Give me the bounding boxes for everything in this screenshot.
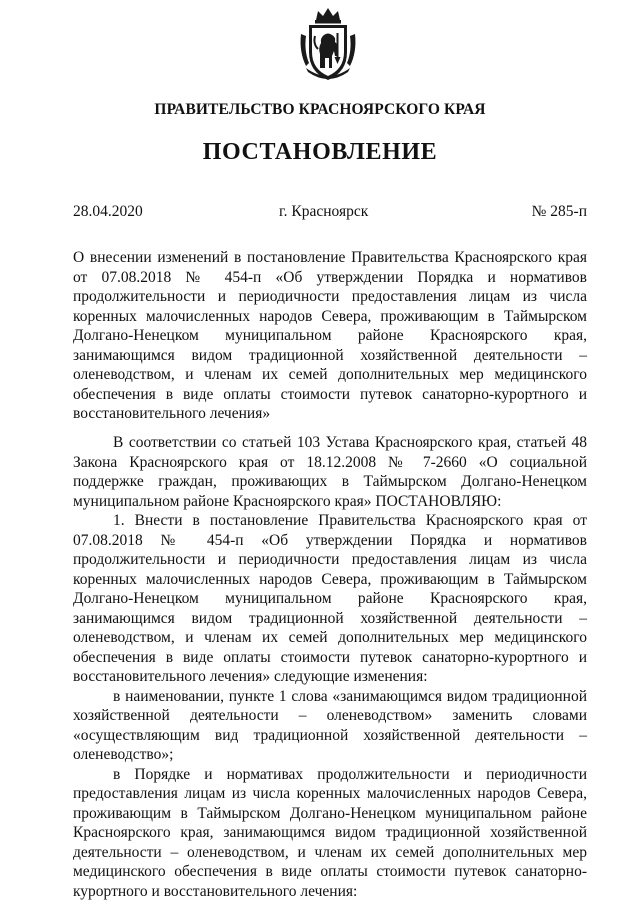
body-paragraph-item-1: 1. Внести в постановление Правительства Красноярского края от 07.08.2018 № 454-п «Об утверждении Порядка и нормативов продолжительности и периодичности предоставления лицам из числа коренных малочисленных народов Севера, проживающим в Таймырском Долгано-Ненецком муниципальном районе Красноярского края, занимающимся видом традиционной хозяйственной деятельности – оленеводством, и членам их семей дополнительных мер медицинского обеспечения в виде оплаты стоимости путевок санаторно-курортного и восстановительного лечения» следующие изменения: <box>73 512 587 685</box>
krasnoyarsk-coat-of-arms-icon <box>298 6 358 84</box>
document-body <box>73 433 587 901</box>
document-subject: О внесении изменений в постановление Правительства Красноярского края от 07.08.2018 № 454-п «Об утверждении Порядка и нормативов продолжительности и периодичности предоставления лицам из числа коренных малочисленных народов Севера, проживающим в Таймырском Долгано-Ненецком муниципальном районе Красноярского края, занимающимся видом традиционной хозяйственной деятельности – оленеводством, и членам их семей дополнительных мер медицинского обеспечения в виде оплаты стоимости путевок санаторно-курортного и восстановительного лечения» <box>73 249 587 422</box>
document-date: 28.04.2020 <box>73 203 143 220</box>
document-type-heading: ПОСТАНОВЛЕНИЕ <box>202 139 438 165</box>
body-paragraph-change-procedure: в Порядке и нормативах продолжительности и периодичности предоставления лицам из числа коренных малочисленных народов Севера, проживающим в Таймырском Долгано-Ненецком муниципальном районе Красноярского края, занимающимся видом традиционной хозяйственной деятельности – оленеводством, и членам их семей дополнительных мер медицинского обеспечения в виде оплаты стоимости путевок санаторно-курортного и восстановительного лечения: <box>73 765 587 900</box>
document-meta-row <box>73 203 587 223</box>
document-city: г. Красноярск <box>279 203 369 220</box>
body-paragraph-preamble: В соответствии со статьей 103 Устава Красноярского края, статьей 48 Закона Красноярского края от 18.12.2008 № 7-2660 «О социальной поддержке граждан, проживающих в Таймырском Долгано-Ненецком муниципальном районе Красноярского края» ПОСТАНОВЛЯЮ: <box>73 434 587 510</box>
government-title: ПРАВИТЕЛЬСТВО КРАСНОЯРСКОГО КРАЯ <box>154 101 486 118</box>
document-number: № 285-п <box>531 203 587 220</box>
body-paragraph-change-name: в наименовании, пункте 1 слова «занимающимся видом традиционной хозяйственной деятельности – оленеводством» заменить словами «осуществляющим вид традиционной хозяйственной деятельности – оленеводство»; <box>73 687 587 763</box>
